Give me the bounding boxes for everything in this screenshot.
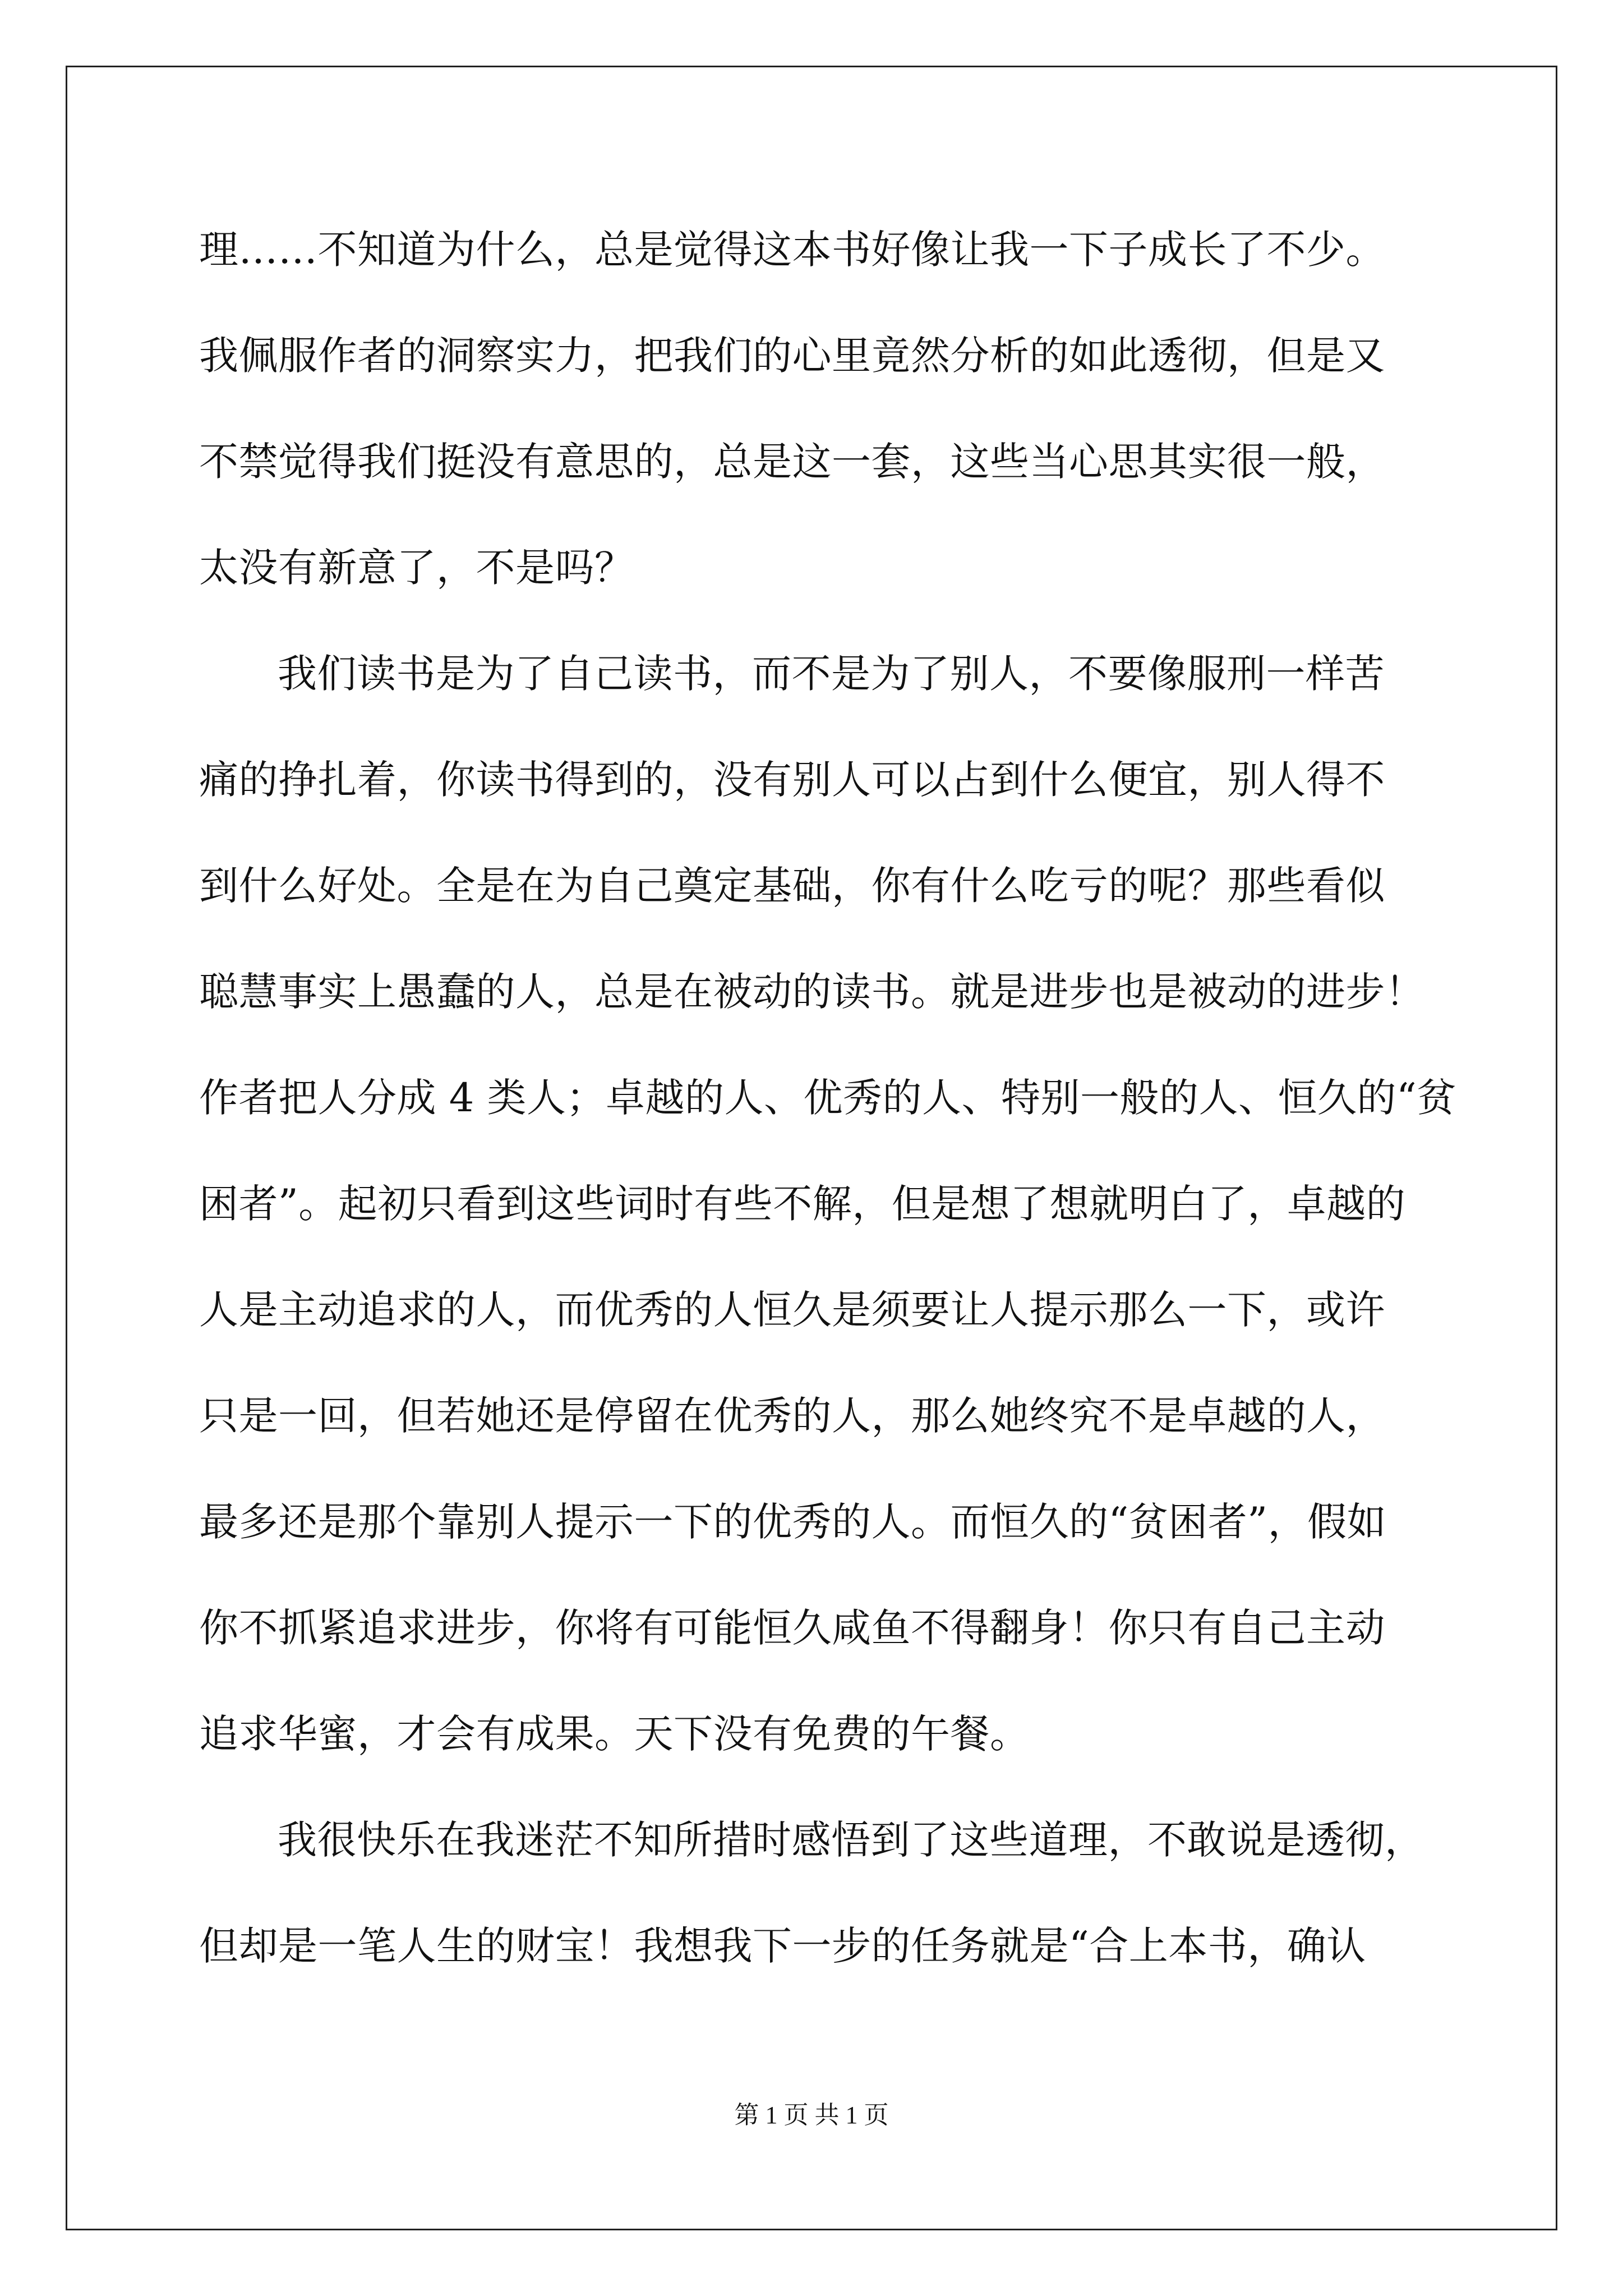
text-line: 理……不知道为什么，总是觉得这本书好像让我一下子成长了不少。 [199,227,1385,273]
text-line: 只是一回，但若她还是停留在优秀的人，那么她终究不是卓越的人， [199,1393,1385,1439]
text-line: 太没有新意了，不是吗？ [199,545,634,591]
text-line: 不禁觉得我们挺没有意思的，总是这一套，这些当心思其实很一般， [199,439,1385,485]
text-line: 困者”。起初只看到这些词时有些不解，但是想了想就明白了，卓越的 [199,1181,1406,1227]
text-line: 人是主动追求的人，而优秀的人恒久是须要让人提示那么一下，或许 [199,1287,1385,1333]
paragraph-start-line: 我很快乐在我迷茫不知所措时感悟到了这些道理，不敢说是透彻， [278,1817,1424,1863]
paragraph-start-line: 我们读书是为了自己读书，而不是为了别人，不要像服刑一样苦 [278,651,1385,697]
text-line: 作者把人分成 4 类人；卓越的人、优秀的人、特别一般的人、恒久的“贫 [199,1075,1456,1121]
text-line: 你不抓紧追求进步，你将有可能恒久咸鱼不得翻身！你只有自己主动 [199,1605,1385,1651]
document-body [199,219,1455,2021]
text-line: 但却是一笔人生的财宝！我想我下一步的任务就是“合上本书，确认 [199,1923,1366,1969]
text-line: 最多还是那个靠别人提示一下的优秀的人。而恒久的“贫困者”，假如 [199,1499,1387,1545]
text-line: 痛的挣扎着，你读书得到的，没有别人可以占到什么便宜，别人得不 [199,757,1385,803]
text-line: 聪慧事实上愚蠢的人，总是在被动的读书。就是进步也是被动的进步！ [199,969,1425,1015]
page-number-footer: 第 1 页 共 1 页 [734,2101,889,2129]
text-line: 到什么好处。全是在为自己奠定基础，你有什么吃亏的呢？那些看似 [199,863,1385,909]
text-line: 我佩服作者的洞察实力，把我们的心里竟然分析的如此透彻，但是又 [199,333,1385,379]
text-line: 追求华蜜，才会有成果。天下没有免费的午餐。 [199,1711,1030,1757]
